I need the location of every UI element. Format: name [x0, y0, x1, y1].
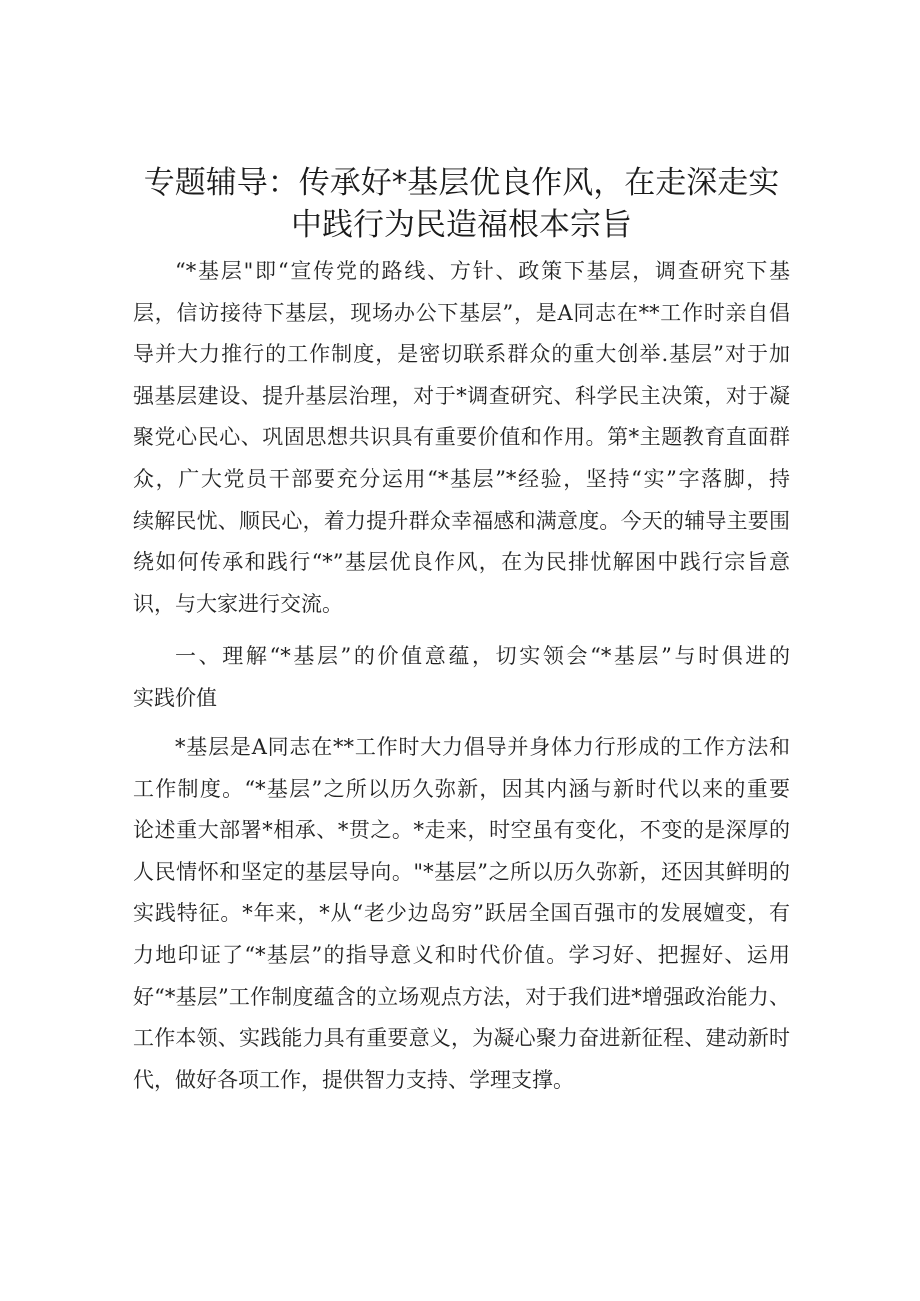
paragraph-line: 工作本领、实践能力具有重要意义，为凝心聚力奋进新征程、建动新时: [133, 1026, 790, 1051]
paragraph-line: 续解民忧、顺民心，着力提升群众幸福感和满意度。今天的辅导主要围: [133, 508, 790, 533]
paragraph-line: 力地印证了“*基层”的指导意义和时代价值。学习好、把握好、运用: [133, 942, 790, 967]
paragraph-line: 强基层建设、提升基层治理，对于*调查研究、科学民主决策，对于凝: [133, 383, 790, 408]
title-line: 专题辅导：传承好*基层优良作风，在走深走实: [143, 165, 780, 201]
heading-line: 实践价值: [133, 685, 217, 710]
paragraph-line: 实践特征。*年来，*从“老少边岛穷”跃居全国百强市的发展嬗变，有: [133, 901, 790, 926]
paragraph-line: 众，广大党员干部要充分运用“*基层”*经验，坚持“实”字落脚，持: [133, 466, 790, 491]
paragraph-line: “*基层"即“宣传党的路线、方针、政策下基层，调查研究下基: [175, 259, 790, 283]
paragraph-line: 人民情怀和坚定的基层导向。"*基层”之所以历久弥新，还因其鲜明的: [133, 859, 790, 884]
section-heading: [133, 636, 790, 719]
paragraph-line: 好“*基层”工作制度蕴含的立场观点方法，对于我们进*增强政治能力、: [133, 984, 790, 1009]
intro-paragraph: [133, 251, 790, 625]
document-title: [133, 162, 790, 246]
paragraph-line: 代，做好各项工作，提供智力支持、学理支撑。: [133, 1067, 574, 1092]
paragraph-line: 工作制度。“*基层”之所以历久弥新，因其内涵与新时代以来的重要: [133, 776, 790, 801]
paragraph-line: 识，与大家进行交流。: [133, 591, 343, 616]
paragraph-line: 导并大力推行的工作制度，是密切联系群众的重大创举.基层”对于加: [133, 342, 790, 367]
paragraph-line: 聚党心民心、巩固思想共识具有重要价值和作用。第*主题教育直面群: [133, 425, 790, 450]
section-paragraph: [133, 727, 790, 1101]
title-line: 中践行为民造福根本宗旨: [291, 207, 632, 243]
heading-line: 一、理解“*基层”的价值意蕴，切实领会“*基层”与时俱进的: [175, 644, 790, 668]
paragraph-line: 绕如何传承和践行“*”基层优良作风，在为民排忧解困中践行宗旨意: [133, 550, 790, 575]
paragraph-line: *基层是A同志在**工作时大力倡导并身体力行形成的工作方法和: [175, 735, 790, 759]
paragraph-line: 层，信访接待下基层，现场办公下基层”，是A同志在**工作时亲自倡: [133, 300, 790, 325]
paragraph-line: 论述重大部署*相承、*贯之。*走来，时空虽有变化，不变的是深厚的: [133, 818, 790, 843]
